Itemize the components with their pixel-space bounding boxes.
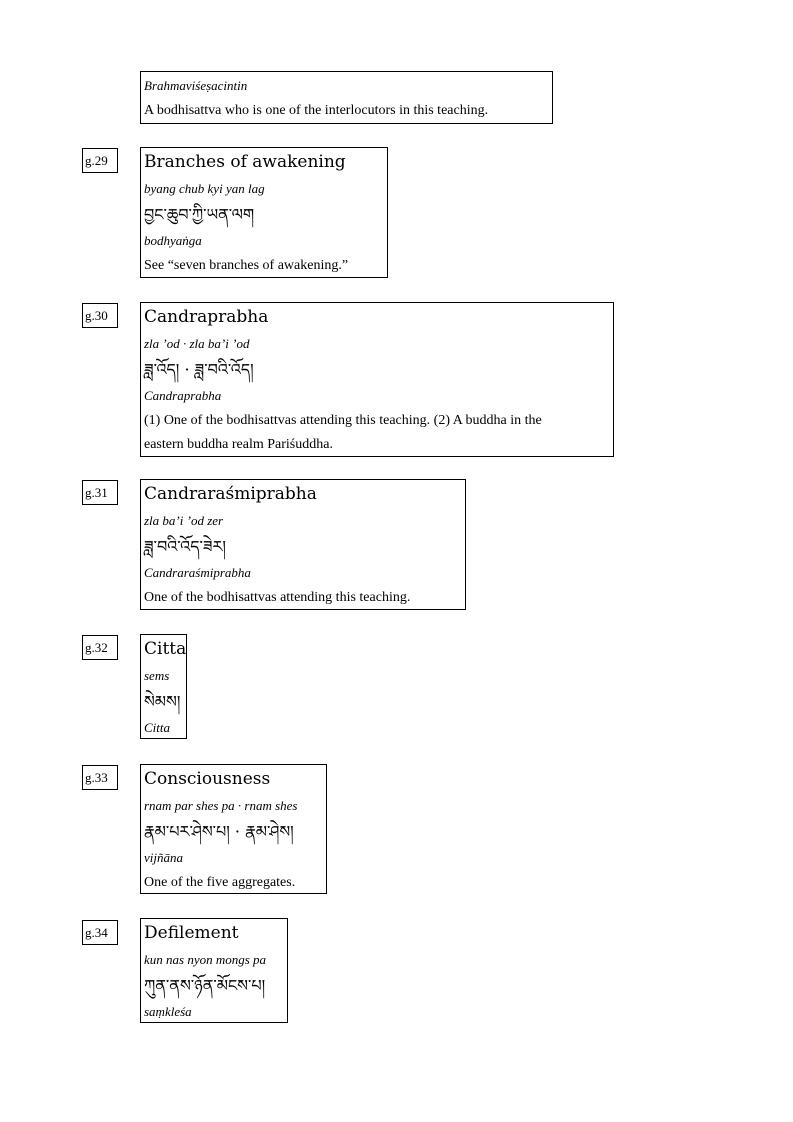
sanskrit-term: Citta (144, 720, 171, 735)
wylie-transliteration: byang chub kyi yan lag (144, 181, 265, 196)
tibetan-script: བྱང་ཆུབ་ཀྱི་ཡན་ལག (144, 205, 255, 224)
tibetan-script: ཟླ་འོད། · ཟླ་བའི་འོད། (144, 360, 254, 379)
glossary-entry-candrarasmiprabha (140, 479, 466, 610)
glossary-entry-citta (140, 634, 187, 739)
tibetan-script: ཀུན་ནས་ཉོན་མོངས་པ། (144, 976, 266, 995)
entry-term: Consciousness (144, 769, 271, 789)
sanskrit-term: saṃkleśa (144, 1004, 192, 1019)
tibetan-script: སེམས། (144, 692, 181, 711)
glossary-number[interactable]: g.30 (82, 303, 118, 328)
entry-term: Candraraśmiprabha (144, 484, 317, 504)
tibetan-script: རྣམ་པར་ཤེས་པ། · རྣམ་ཤེས། (144, 822, 294, 841)
glossary-number[interactable]: g.34 (82, 920, 118, 945)
glossary-entry-candraprabha (140, 302, 614, 457)
glossary-number[interactable]: g.32 (82, 635, 118, 660)
definition: A bodhisattva who is one of the interlocutors in this teaching. (144, 103, 489, 118)
wylie-transliteration: kun nas nyon mongs pa (144, 952, 267, 967)
glossary-entry-brahmavisesacintin (140, 71, 553, 124)
sanskrit-term: Brahmaviśeṣacintin (144, 78, 248, 93)
entry-term: Citta (144, 639, 187, 659)
wylie-transliteration: zla ba’i ’od zer (144, 513, 224, 528)
wylie-transliteration: zla ’od · zla ba’i ’od (144, 336, 250, 351)
sanskrit-term: bodhyaṅga (144, 233, 202, 248)
wylie-transliteration: sems (144, 668, 170, 683)
glossary-entry-defilement (140, 918, 288, 1023)
wylie-transliteration: rnam par shes pa · rnam shes (144, 798, 298, 813)
glossary-entry-branches-of-awakening (140, 147, 388, 278)
definition: See “seven branches of awakening.” (144, 258, 349, 273)
glossary-number[interactable]: g.31 (82, 480, 118, 505)
definition-line: eastern buddha realm Pariśuddha. (144, 437, 333, 452)
sanskrit-term: vijñāna (144, 850, 183, 865)
sanskrit-term: Candraprabha (144, 388, 222, 403)
entry-term: Candraprabha (144, 307, 269, 327)
glossary-number[interactable]: g.29 (82, 148, 118, 173)
definition: One of the bodhisattvas attending this teaching. (144, 590, 411, 605)
sanskrit-term: Candraraśmiprabha (144, 565, 251, 580)
entry-term: Defilement (144, 923, 239, 943)
definition-line: (1) One of the bodhisattvas attending this teaching. (2) A buddha in the (144, 413, 542, 428)
definition: One of the five aggregates. (144, 875, 296, 890)
glossary-number[interactable]: g.33 (82, 765, 118, 790)
entry-term: Branches of awakening (144, 152, 346, 172)
tibetan-script: ཟླ་བའི་འོད་ཟེར། (144, 537, 226, 556)
glossary-entry-consciousness (140, 764, 327, 894)
